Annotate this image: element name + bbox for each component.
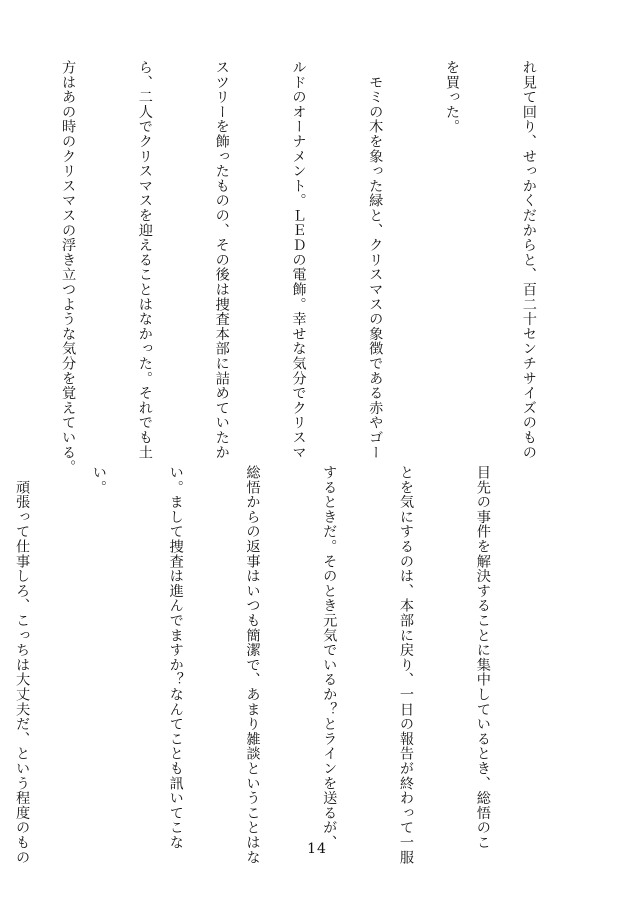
text-column: モミの木を象った緑と、クリスマスの象徴である赤やゴー [367,60,384,460]
text-column: い。 [90,465,107,495]
text-column: 目先の事件を解決することに集中しているとき、総悟のこ [474,465,491,850]
text-block-upper [46,60,592,475]
text-column: ら、二人でクリスマスを迎えることはなかった。それでも土 [136,60,153,460]
text-column: するときだ。そのとき元気でいるか？とラインを送るが、 [321,465,338,850]
text-column: 総悟からの返事はいつも簡潔で、あまり雑談ということはな [244,465,261,865]
page-number: 14 [307,841,327,857]
text-column: 方はあの時のクリスマスの浮き立つような気分を覚えている。 [60,60,77,475]
text-column [0,60,3,440]
text-column: スツリーを飾ったものの、その後は捜査本部に詰めていたか [213,60,230,460]
text-column: とを気にするのは、本部に戻り、一日の報告が終わって一服 [398,465,415,865]
text-column: い。まして捜査は進んでますか？なんてことも訊いてこな [167,465,184,850]
text-column: 頑張って仕事しろ、こっちは大丈夫だ、という程度のもの [14,465,31,865]
text-column: ルドのオーナメント。ＬＥＤの電飾。幸せな気分でクリスマ [290,60,307,460]
text-column: れ見て回り、せっかくだからと、百二十センチサイズのもの [520,60,537,460]
text-column: を買った。 [444,60,461,134]
